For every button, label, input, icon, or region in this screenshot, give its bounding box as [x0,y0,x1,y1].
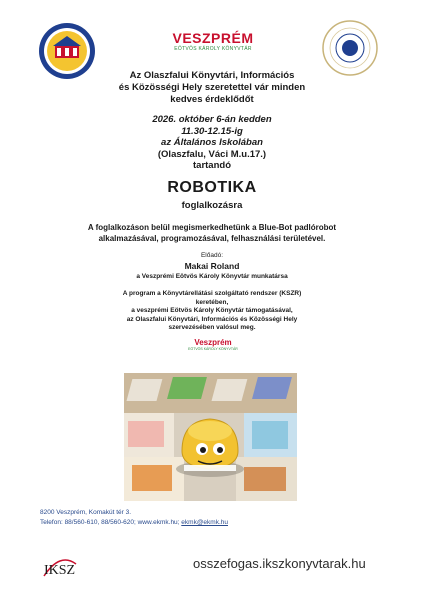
small-logo-sub: EÖTVÖS KÁROLY KÖNYVTÁR [188,347,238,351]
footer-address: 8200 Veszprém, Komakút tér 3. [40,509,132,516]
description-line-2: alkalmazásával, programozásával, felhasználási területével. [98,234,326,243]
presenter-role: a Veszprémi Eötvös Károly Könyvtár munkatársa [136,273,288,280]
footer-phone: Telefon: 88/560-610, 88/560-620; www.ekmk.hu; [40,519,180,526]
veszprem-library-logo [150,30,276,52]
event-subtitle: foglalkozásra [181,200,243,211]
small-logo-word: Veszprém [194,338,232,347]
event-details [0,114,424,172]
program-line-1: A program a Könyvtárellátási szolgáltató rendszer (KSZR) [122,290,302,297]
intro-line-3: kedves érdeklődőt [170,94,254,105]
event-date: 2026. október 6-án kedden [152,114,272,125]
footer-phone-line [40,518,228,528]
footer-email-link[interactable]: ekmk@ekmk.hu [181,519,228,526]
iksz-logo-text: IKSZ [44,563,76,578]
veszprem-logo-word: VESZPRÉM [172,30,254,46]
description-line-1: A foglalkozáson belül megismerkedhetünk a Blue-Bot padlórobot [87,223,337,232]
program-text [0,290,424,333]
presenter-label: Előadó: [200,252,224,259]
event-time: 11.30-12.15-ig [181,125,243,137]
event-held: tartandó [193,160,231,171]
circular-seal-icon [322,20,378,76]
footer-contact [40,508,228,528]
event-address: (Olaszfalu, Váci M.u.17.) [157,148,267,160]
intro-text [0,70,424,106]
intro-line-2: és Közösségi Hely szeretettel vár minden [118,82,306,93]
event-title: ROBOTIKA [167,179,257,196]
intro-line-1: Az Olaszfalui Könyvtári, Információs [129,70,295,81]
program-line-4: az Olaszfalui Könyvtári, Információs és Közösségi Hely [126,315,298,323]
event-description [0,222,424,244]
veszprem-logo-sub: EÖTVÖS KÁROLY KÖNYVTÁR [174,46,252,52]
blue-bot-robot-photo [124,373,297,501]
program-line-2: keretében, [195,298,229,306]
program-line-3: a veszprémi Eötvös Károly Könyvtár támogatásával, [131,307,293,314]
event-place: az Általános Iskolában [161,137,263,148]
iksz-url-link[interactable]: osszefogas.ikszkonyvtarak.hu [193,556,366,571]
program-line-5: szervezésében valósul meg. [168,324,256,331]
iksz-logo [40,546,110,586]
small-veszprem-logo [186,338,240,351]
presenter-name: Makai Roland [184,261,240,271]
